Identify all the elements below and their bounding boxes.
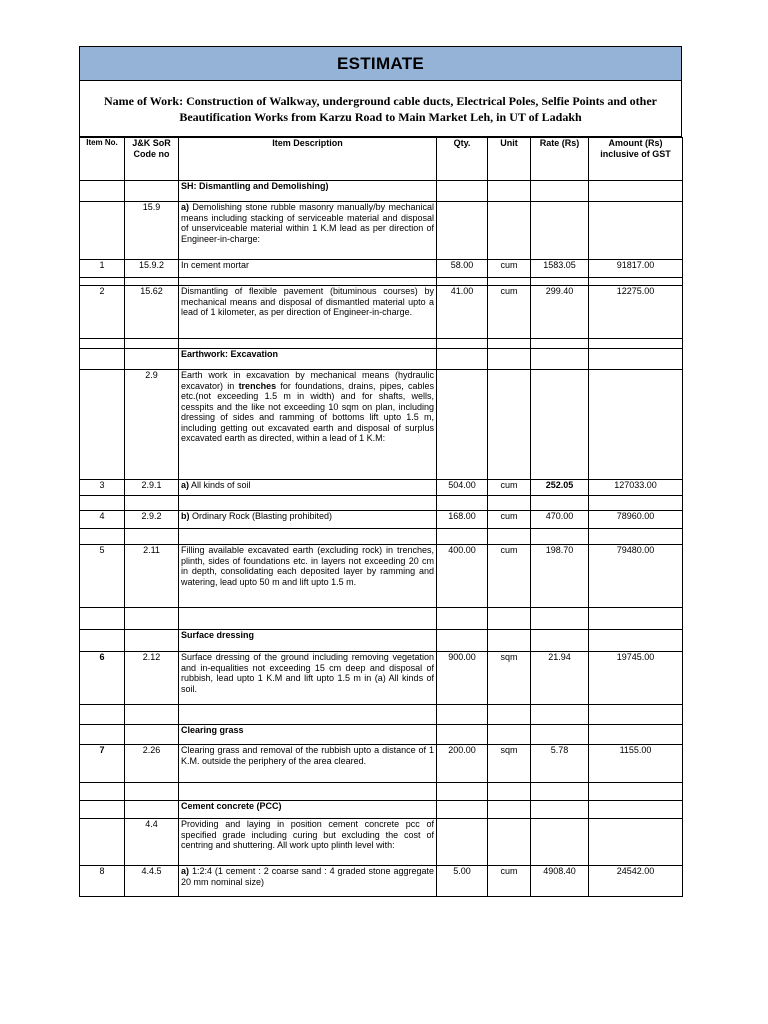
unit-cell: cum (488, 545, 531, 608)
rate-cell: 470.00 (531, 511, 589, 529)
amount-cell: 78960.00 (589, 511, 683, 529)
description-cell: Providing and laying in position cement concrete pcc of specified grade including curing but excluding the cost of centring and shuttering. All work upto plinth level with: (179, 819, 437, 866)
col-header-unit: Unit (488, 138, 531, 181)
section-row (80, 630, 683, 652)
unit-cell: cum (488, 511, 531, 529)
rate-cell: 5.78 (531, 745, 589, 783)
section-row (80, 349, 683, 370)
rate-cell: 198.70 (531, 545, 589, 608)
rate-cell: 4908.40 (531, 866, 589, 897)
qty-cell: 168.00 (437, 511, 488, 529)
qty-cell: 41.00 (437, 286, 488, 339)
code-cell: 2.11 (125, 545, 179, 608)
section-dismantling: SH: Dismantling and Demolishing) (179, 181, 437, 202)
qty-cell: 400.00 (437, 545, 488, 608)
estimate-sheet (79, 46, 682, 897)
spacer-row (80, 278, 683, 286)
description-cell: In cement mortar (179, 260, 437, 278)
table-row (80, 745, 683, 783)
code-cell: 4.4.5 (125, 866, 179, 897)
section-row (80, 725, 683, 745)
col-header-qty: Qty. (437, 138, 488, 181)
spacer-row (80, 783, 683, 801)
estimate-title: ESTIMATE (79, 46, 682, 81)
item-no-cell: 4 (80, 511, 125, 529)
description-cell: a) All kinds of soil (179, 480, 437, 496)
description-cell: Filling available excavated earth (excluding rock) in trenches, plinth, sides of foundations etc. in layers not exceeding 20 cm in depth, consolidating each deposited layer by ramming and watering, lead upto 50 m and lift upto 1.5 m. (179, 545, 437, 608)
section-earthwork: Earthwork: Excavation (179, 349, 437, 370)
description-cell: b) Ordinary Rock (Blasting prohibited) (179, 511, 437, 529)
rate-cell: 252.05 (531, 480, 589, 496)
table-row (80, 370, 683, 480)
description-cell: a) 1:2:4 (1 cement : 2 coarse sand : 4 graded stone aggregate 20 mm nominal size) (179, 866, 437, 897)
spacer-row (80, 608, 683, 630)
col-header-description: Item Description (179, 138, 437, 181)
unit-cell: cum (488, 286, 531, 339)
spacer-row (80, 339, 683, 349)
item-no-cell: 6 (80, 652, 125, 705)
item-no-cell: 5 (80, 545, 125, 608)
qty-cell: 900.00 (437, 652, 488, 705)
code-cell: 2.12 (125, 652, 179, 705)
amount-cell: 91817.00 (589, 260, 683, 278)
unit-cell: cum (488, 260, 531, 278)
rate-cell: 21.94 (531, 652, 589, 705)
description-cell: Surface dressing of the ground including removing vegetation and in-equalities not exceeding 15 cm deep and disposal of rubbish, lead upto 1 K.M and lift upto 1.5 m in (a) All kinds of soil. (179, 652, 437, 705)
amount-cell: 1155.00 (589, 745, 683, 783)
spacer-row (80, 705, 683, 725)
table-row (80, 286, 683, 339)
item-no-cell: 7 (80, 745, 125, 783)
amount-cell: 79480.00 (589, 545, 683, 608)
qty-cell: 58.00 (437, 260, 488, 278)
table-row (80, 545, 683, 608)
code-cell: 2.26 (125, 745, 179, 783)
amount-cell: 12275.00 (589, 286, 683, 339)
table-row (80, 260, 683, 278)
code-cell: 2.9 (125, 370, 179, 480)
code-cell: 15.9.2 (125, 260, 179, 278)
description-cell: a) Demolishing stone rubble masonry manually/by mechanical means including stacking of serviceable material and disposal of unserviceable material within 1 K.M lead as per direction of Engineer-in-charge: (179, 202, 437, 260)
table-row (80, 819, 683, 866)
unit-cell: sqm (488, 652, 531, 705)
estimate-table (79, 137, 683, 897)
unit-cell: cum (488, 480, 531, 496)
spacer-row (80, 496, 683, 511)
code-cell: 4.4 (125, 819, 179, 866)
section-clearing-grass: Clearing grass (179, 725, 437, 745)
qty-cell: 5.00 (437, 866, 488, 897)
description-cell: Earth work in excavation by mechanical means (hydraulic excavator) in trenches for foundations, drains, pipes, cables etc.(not exceeding 1.5 m in width) and for shafts, wells, cesspits and the like not exceeding 10 sqm on plan, including dressing of sides and ramming of bottoms lift upto 1.5 m, including getting out excavated earth and disposal of surplus excavated earth as directed, within a lead of 1 K.M: (179, 370, 437, 480)
amount-cell: 19745.00 (589, 652, 683, 705)
code-cell: 15.9 (125, 202, 179, 260)
code-cell: 2.9.2 (125, 511, 179, 529)
unit-cell: cum (488, 866, 531, 897)
item-no-cell: 2 (80, 286, 125, 339)
col-header-item-no: Item No. (80, 138, 125, 181)
unit-cell: sqm (488, 745, 531, 783)
rate-cell: 1583.05 (531, 260, 589, 278)
section-cement-concrete: Cement concrete (PCC) (179, 801, 437, 819)
description-cell: Dismantling of flexible pavement (bituminous courses) by mechanical means and disposal of dismantled material upto a lead of 1 kilometer, as per direction of Engineer-in-charge. (179, 286, 437, 339)
table-row (80, 480, 683, 496)
table-row (80, 511, 683, 529)
col-header-code: J&K SoR Code no (125, 138, 179, 181)
rate-cell: 299.40 (531, 286, 589, 339)
table-row (80, 866, 683, 897)
item-no-cell: 3 (80, 480, 125, 496)
header-row (80, 138, 683, 181)
description-cell: Clearing grass and removal of the rubbish upto a distance of 1 K.M. outside the periphery of the area cleared. (179, 745, 437, 783)
section-row (80, 181, 683, 202)
section-surface-dressing: Surface dressing (179, 630, 437, 652)
amount-cell: 127033.00 (589, 480, 683, 496)
qty-cell: 504.00 (437, 480, 488, 496)
item-no-cell: 1 (80, 260, 125, 278)
qty-cell: 200.00 (437, 745, 488, 783)
table-row (80, 202, 683, 260)
table-row (80, 652, 683, 705)
name-of-work: Name of Work: Construction of Walkway, underground cable ducts, Electrical Poles, Selfie Points and other Beautification Works from Karzu Road to Main Market Leh, in UT of Ladakh (79, 81, 682, 137)
code-cell: 2.9.1 (125, 480, 179, 496)
item-no-cell: 8 (80, 866, 125, 897)
spacer-row (80, 529, 683, 545)
col-header-amount: Amount (Rs) inclusive of GST (589, 138, 683, 181)
section-row (80, 801, 683, 819)
col-header-rate: Rate (Rs) (531, 138, 589, 181)
amount-cell: 24542.00 (589, 866, 683, 897)
code-cell: 15.62 (125, 286, 179, 339)
